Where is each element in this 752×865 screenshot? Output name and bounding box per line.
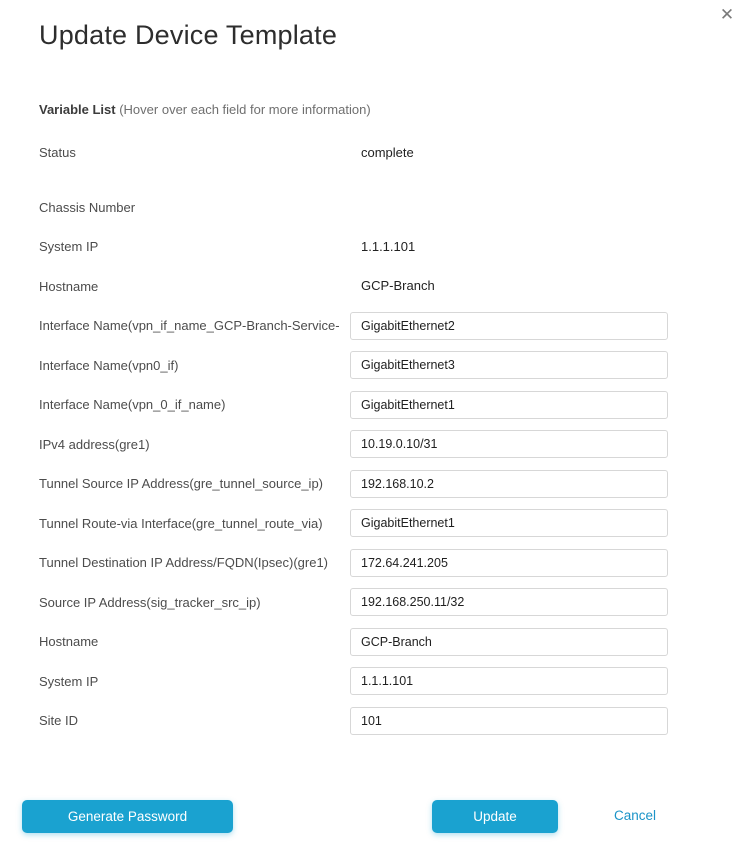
form-row-interface-name-vpn0-if <box>0 346 752 386</box>
field-label: System IP <box>39 239 99 255</box>
field-label: System IP <box>39 673 99 689</box>
form-row-chassis-number <box>0 188 752 228</box>
field-label: Interface Name(vpn_0_if_name) <box>39 397 226 413</box>
tunnel-route-via-input[interactable] <box>350 509 668 537</box>
interface-name-service-input[interactable] <box>350 312 668 340</box>
system-ip-input[interactable] <box>350 667 668 695</box>
interface-name-vpn-0-if-name-input[interactable] <box>350 391 668 419</box>
form-row-hostname <box>0 267 752 307</box>
variable-list-label: Variable List <box>39 102 116 117</box>
field-label: Interface Name(vpn_if_name_GCP-Branch-Service- <box>39 318 340 334</box>
form-row-ipv4-address-gre1 <box>0 425 752 465</box>
hostname-value: GCP-Branch <box>361 278 435 294</box>
field-label: Tunnel Route-via Interface(gre_tunnel_route_via) <box>39 515 323 531</box>
form-row-system-ip <box>0 227 752 267</box>
form-row-interface-name-service <box>0 306 752 346</box>
field-label: IPv4 address(gre1) <box>39 436 150 452</box>
field-label: Tunnel Source IP Address(gre_tunnel_source_ip) <box>39 476 324 492</box>
form-row-status <box>0 133 752 173</box>
system-ip-value: 1.1.1.101 <box>361 238 416 254</box>
generate-password-button[interactable]: Generate Password <box>22 800 233 833</box>
site-id-input[interactable] <box>350 707 668 735</box>
source-ip-tracker-input[interactable] <box>350 588 668 616</box>
field-label: Source IP Address(sig_tracker_src_ip) <box>39 594 261 610</box>
close-icon[interactable]: ✕ <box>719 5 735 24</box>
ipv4-address-gre1-input[interactable] <box>350 430 668 458</box>
variable-list-form <box>0 133 752 741</box>
form-row-site-id <box>0 701 752 741</box>
cancel-button[interactable]: Cancel <box>614 808 657 823</box>
hostname-input[interactable] <box>350 628 668 656</box>
form-row-tunnel-destination-ip <box>0 543 752 583</box>
field-label: Chassis Number <box>39 199 136 215</box>
form-row-source-ip-tracker <box>0 583 752 623</box>
status-value: complete <box>361 144 414 160</box>
tunnel-destination-ip-input[interactable] <box>350 549 668 577</box>
variable-list-note: (Hover over each field for more information) <box>119 102 371 117</box>
update-button[interactable]: Update <box>432 800 558 833</box>
interface-name-vpn0-if-input[interactable] <box>350 351 668 379</box>
form-row-hostname-input <box>0 622 752 662</box>
form-row-tunnel-source-ip <box>0 464 752 504</box>
form-row-system-ip-input <box>0 662 752 702</box>
field-label: Interface Name(vpn0_if) <box>39 357 179 373</box>
field-label: Tunnel Destination IP Address/FQDN(Ipsec)(gre1) <box>39 555 329 571</box>
form-row-tunnel-route-via <box>0 504 752 544</box>
field-label: Status <box>39 145 76 161</box>
form-row-interface-name-vpn-0-if-name <box>0 385 752 425</box>
page-title: Update Device Template <box>39 20 338 50</box>
field-label: Hostname <box>39 278 99 294</box>
field-label: Site ID <box>39 713 79 729</box>
variable-list-heading <box>39 102 371 117</box>
tunnel-source-ip-input[interactable] <box>350 470 668 498</box>
field-label: Hostname <box>39 634 99 650</box>
modal-footer <box>0 800 752 834</box>
